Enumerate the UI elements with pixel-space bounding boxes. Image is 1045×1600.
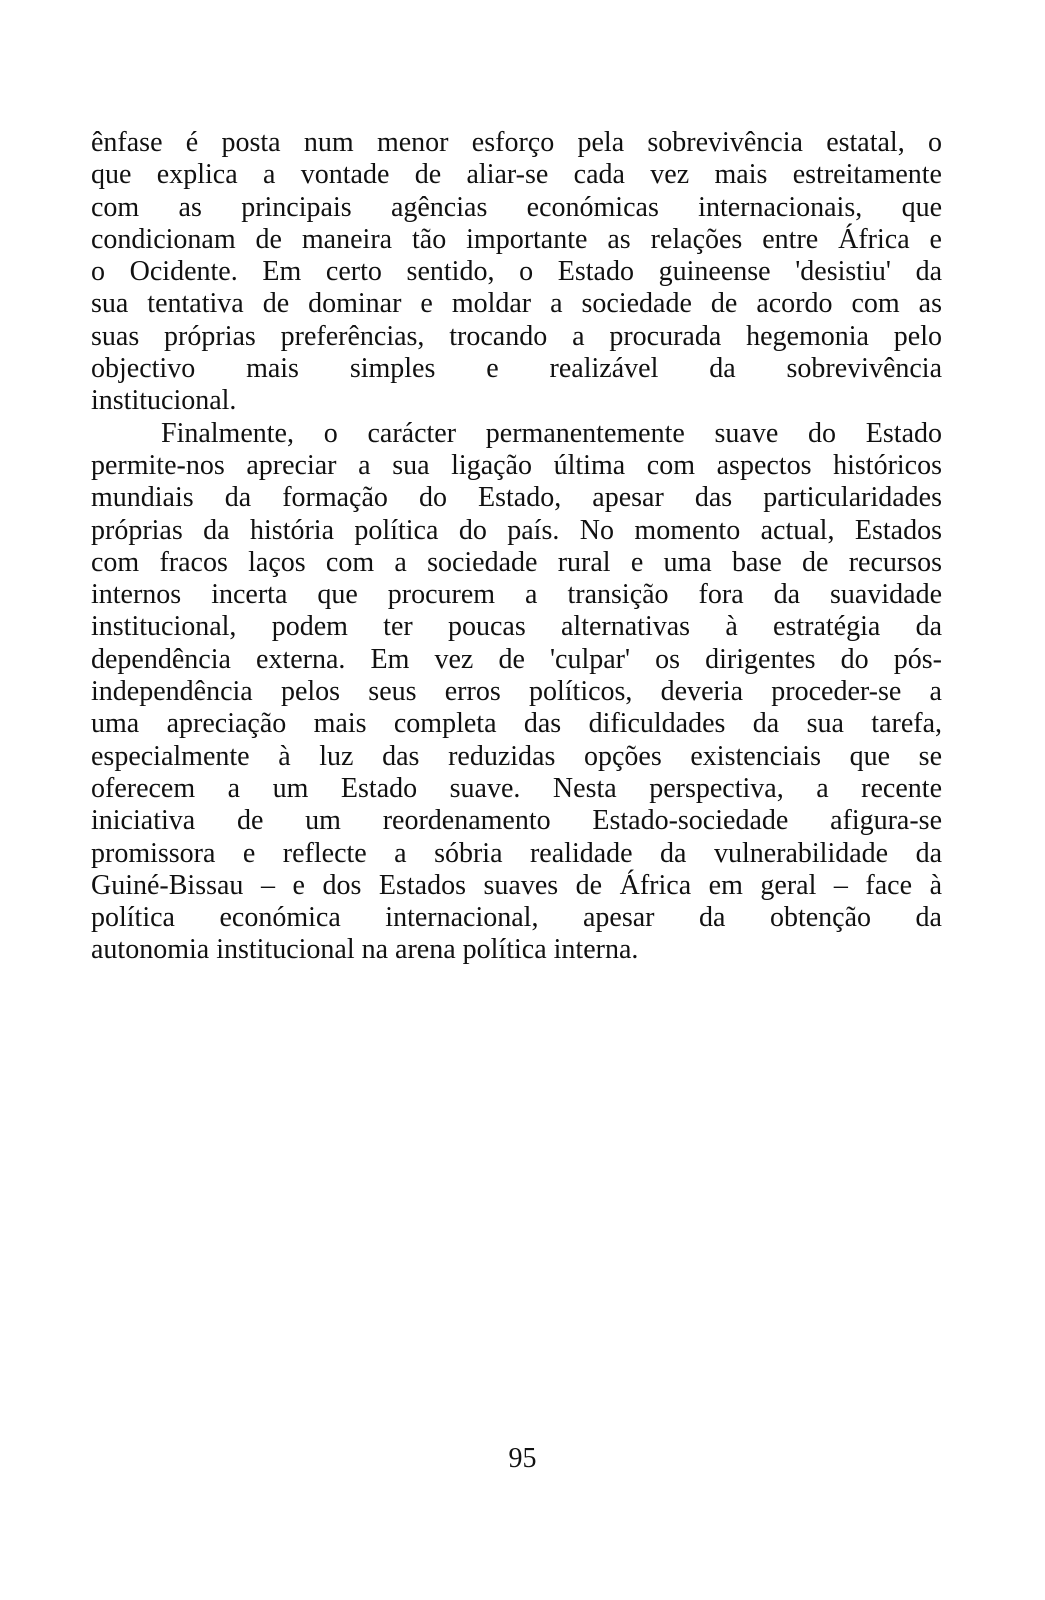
text-line: Finalmente, o carácter permanentemente suave do Estado — [161, 417, 942, 449]
text-line: Guiné-Bissau – e dos Estados suaves de África em geral – face à — [91, 869, 942, 901]
text-line: mundiais da formação do Estado, apesar das particularidades — [91, 482, 942, 514]
text-line: institucional. — [91, 385, 237, 417]
text-line: uma apreciação mais completa das dificuldades da sua tarefa, — [91, 708, 942, 740]
text-line: promissora e reflecte a sóbria realidade da vulnerabilidade da — [91, 837, 942, 869]
text-line: especialmente à luz das reduzidas opções existenciais que se — [91, 740, 942, 772]
text-line: objectivo mais simples e realizável da sobrevivência — [91, 353, 942, 385]
paragraph-1 — [91, 127, 942, 418]
text-line: autonomia institucional na arena política interna. — [91, 934, 639, 966]
text-line: suas próprias preferências, trocando a procurada hegemonia pelo — [91, 320, 942, 352]
text-line: o Ocidente. Em certo sentido, o Estado guineense 'desistiu' da — [91, 256, 942, 288]
paragraph-2 — [91, 418, 942, 967]
text-line: internos incerta que procurem a transição fora da suavidade — [91, 579, 942, 611]
body-text — [91, 127, 942, 967]
page-number: 95 — [508, 1443, 537, 1474]
text-line: próprias da história política do país. No momento actual, Estados — [91, 514, 942, 546]
text-line: com fracos laços com a sociedade rural e uma base de recursos — [91, 546, 942, 578]
text-line: oferecem a um Estado suave. Nesta perspectiva, a recente — [91, 772, 942, 804]
text-line: condicionam de maneira tão importante as relações entre África e — [91, 223, 942, 255]
text-line: independência pelos seus erros políticos, deveria proceder-se a — [91, 676, 942, 708]
text-line: iniciativa de um reordenamento Estado-sociedade afigura-se — [91, 805, 942, 837]
text-line: dependência externa. Em vez de 'culpar' os dirigentes do pós- — [91, 643, 942, 675]
text-line: permite-nos apreciar a sua ligação última com aspectos históricos — [91, 449, 942, 481]
text-line: que explica a vontade de aliar-se cada vez mais estreitamente — [91, 159, 942, 191]
text-line: institucional, podem ter poucas alternativas à estratégia da — [91, 611, 942, 643]
text-line: sua tentativa de dominar e moldar a sociedade de acordo com as — [91, 288, 942, 320]
text-line: com as principais agências económicas internacionais, que — [91, 191, 942, 223]
text-line: ênfase é posta num menor esforço pela sobrevivência estatal, o — [91, 127, 942, 158]
text-line: política económica internacional, apesar da obtenção da — [91, 902, 942, 934]
